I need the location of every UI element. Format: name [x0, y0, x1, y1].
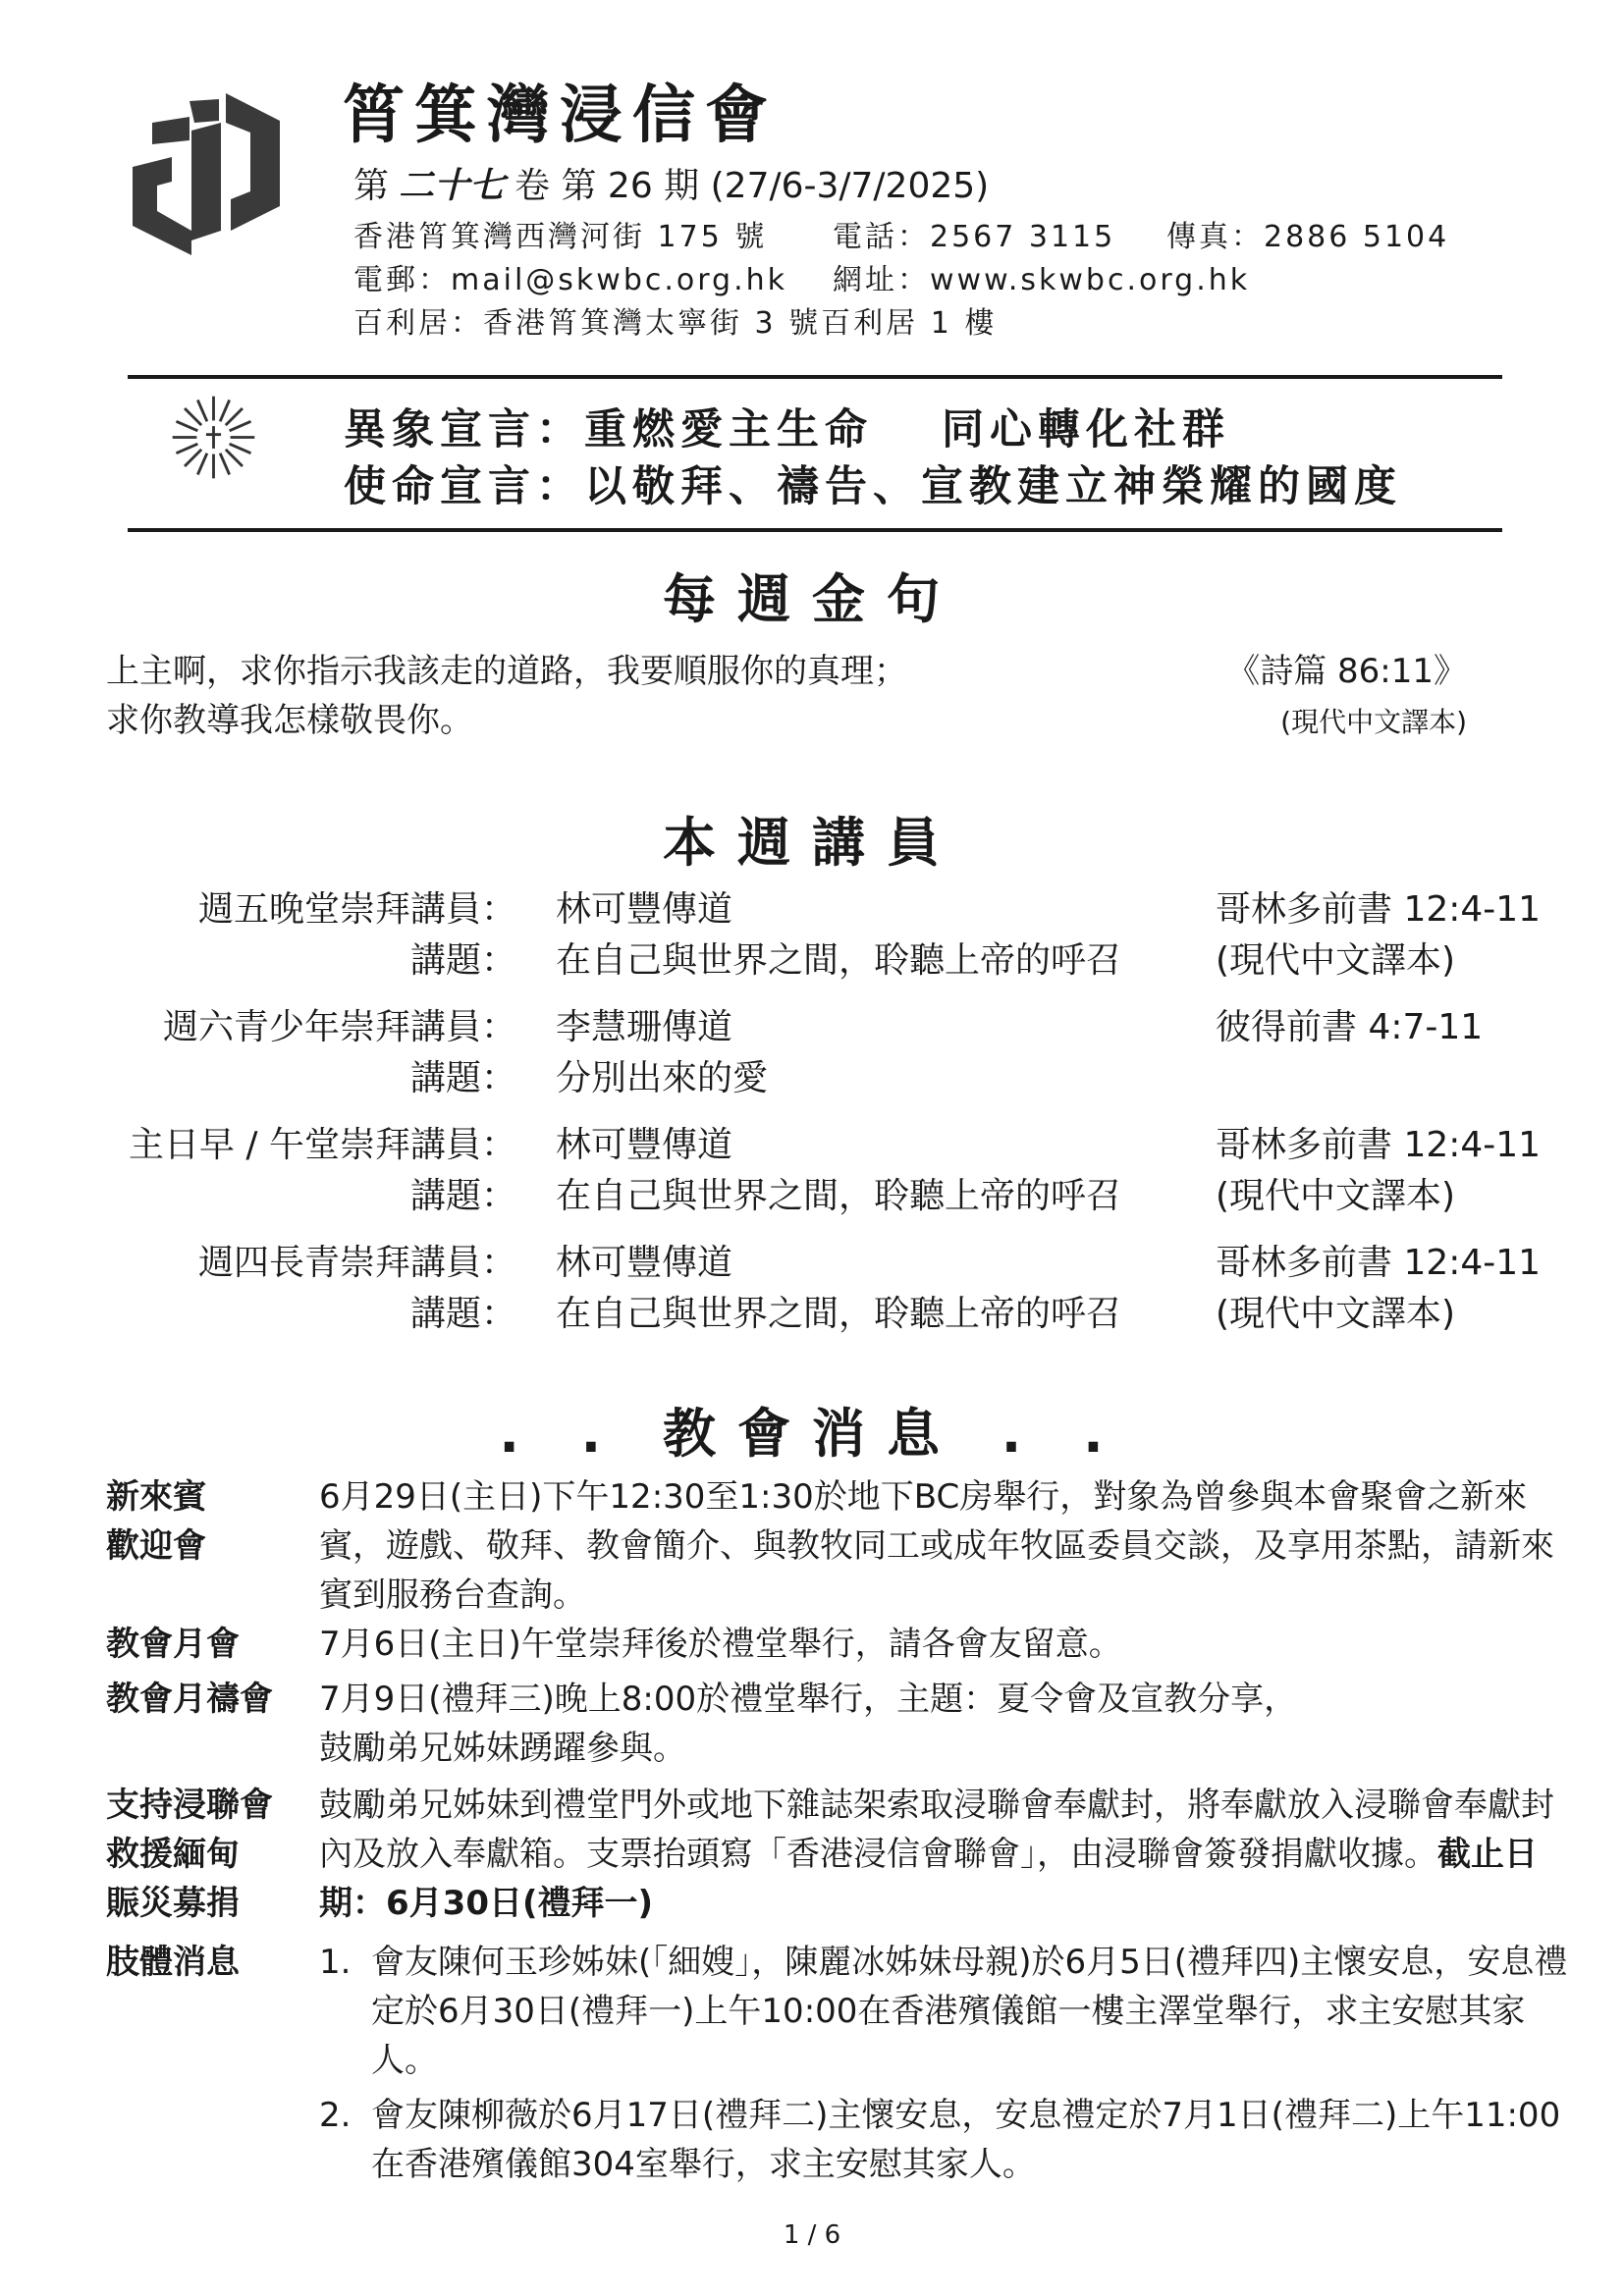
- news-text: 鼓勵弟兄姊妹到禮堂門外或地下雜誌架索取浸聯會奉獻封，將奉獻放入浸聯會奉獻封內及放入奉獻箱。支票抬頭寫「香港浸信會聯會」，由浸聯會簽發捐獻收據。截止日期：6月30日(禮拜一): [319, 1786, 1554, 1923]
- news-label: 賑災募捐: [106, 1884, 240, 1923]
- news-text: 6月29日(主日)下午12:30至1:30於地下BC房舉行，對象為曾參與本會聚會之新來賓，遊戲、敬拜、教會簡介、與教牧同工或成年牧區委員交談，及享用茶點，請新來賓到服務台查詢。: [319, 1477, 1554, 1615]
- scripture-version: (現代中文譯本): [1216, 1294, 1456, 1334]
- divider-top: [128, 375, 1502, 379]
- scripture-version: (現代中文譯本): [1216, 940, 1456, 981]
- verse-reference: 《詩篇 86:11》: [1226, 652, 1467, 691]
- news-label: 教會月禱會: [106, 1680, 273, 1719]
- news-label: 歡迎會: [106, 1526, 206, 1566]
- speakers-title: 本週講員: [663, 812, 961, 874]
- church-website: 網址：www.skwbc.org.hk: [833, 263, 1251, 297]
- speaker-name: 林可豐傳道: [556, 1243, 733, 1283]
- speaker-scripture: 哥林多前書 12:4-11: [1216, 1243, 1542, 1283]
- list-item: 會友陳何玉珍姊妹(「細嫂」，陳麗冰姊妹母親)於6月5日(禮拜四)主懷安息，安息禮定於6月30日(禮拜一)上午10:00在香港殯儀館一樓主澤堂舉行，求主安慰其家人。: [371, 1943, 1568, 2080]
- church-address: 香港筲箕灣西灣河街 175 號: [353, 220, 768, 254]
- vision-statement: 異象宣言：重燃愛主生命 同心轉化社群: [344, 405, 1230, 454]
- church-news-title: . . 教會消息 . .: [499, 1403, 1125, 1465]
- speaker-label: 週六青少年崇拜講員：: [162, 1007, 516, 1047]
- news-label: 肢體消息: [106, 1943, 240, 1982]
- scripture-version: (現代中文譯本): [1216, 1176, 1456, 1216]
- news-label: 教會月會: [106, 1625, 240, 1664]
- speaker-scripture: 哥林多前書 12:4-11: [1216, 1125, 1542, 1165]
- speaker-topic: 分別出來的愛: [556, 1058, 769, 1098]
- sunburst-emblem-icon: [167, 391, 260, 484]
- topic-label: 講題：: [409, 1294, 516, 1334]
- speaker-topic: 在自己與世界之間，聆聽上帝的呼召: [556, 1176, 1122, 1216]
- news-text: 7月9日(禮拜三)晚上8:00於禮堂舉行，主題：夏令會及宣教分享，: [319, 1680, 1298, 1719]
- donation-deadline: 截止日期：6月30日(禮拜一): [319, 1835, 1538, 1923]
- list-item-number: 1.: [319, 1943, 352, 1982]
- church-logo: [133, 83, 290, 255]
- church-fax: 傳真：2886 5104: [1166, 220, 1450, 254]
- mission-statement: 使命宣言：以敬拜、禱告、宣教建立神榮耀的國度: [344, 462, 1402, 511]
- news-text: 7月6日(主日)午堂崇拜後於禮堂舉行，請各會友留意。: [319, 1625, 1122, 1664]
- speaker-scripture: 彼得前書 4:7-11: [1216, 1007, 1484, 1047]
- church-name: 筲箕灣浸信會: [342, 80, 778, 152]
- church-email: 電郵：mail@skwbc.org.hk: [353, 263, 788, 297]
- speaker-label: 主日早 / 午堂崇拜講員：: [128, 1125, 516, 1165]
- speaker-topic: 在自己與世界之間，聆聽上帝的呼召: [556, 940, 1122, 981]
- list-item-number: 2.: [319, 2096, 352, 2135]
- news-label: 支持浸聯會: [106, 1786, 273, 1825]
- news-label: 新來賓: [106, 1477, 206, 1517]
- speaker-name: 林可豐傳道: [556, 889, 733, 930]
- verse-line-2: 求你教導我怎樣敬畏你。: [106, 701, 473, 740]
- speaker-name: 林可豐傳道: [556, 1125, 733, 1165]
- branch-address: 百利居：香港筲箕灣太寧街 3 號百利居 1 樓: [353, 306, 998, 341]
- topic-label: 講題：: [409, 1058, 516, 1098]
- news-text: 鼓勵弟兄姊妹踴躍參與。: [319, 1729, 686, 1768]
- page-number: 1 / 6: [783, 2220, 841, 2250]
- topic-label: 講題：: [409, 1176, 516, 1216]
- church-phone: 電話：2567 3115: [833, 220, 1116, 254]
- speaker-label: 週四長青崇拜講員：: [197, 1243, 516, 1283]
- issue-volume: 第 二十七 卷 第 26 期 (27/6-3/7/2025): [353, 166, 990, 206]
- speaker-scripture: 哥林多前書 12:4-11: [1216, 889, 1542, 930]
- list-item: 會友陳柳薇於6月17日(禮拜二)主懷安息，安息禮定於7月1日(禮拜二)上午11:00在香港殯儀館304室舉行，求主安慰其家人。: [371, 2096, 1561, 2184]
- speaker-label: 週五晚堂崇拜講員：: [197, 889, 516, 930]
- speaker-topic: 在自己與世界之間，聆聽上帝的呼召: [556, 1294, 1122, 1334]
- speaker-name: 李慧珊傳道: [556, 1007, 733, 1047]
- divider-bottom: [128, 528, 1502, 532]
- topic-label: 講題：: [409, 940, 516, 981]
- verse-line-1: 上主啊，求你指示我該走的道路，我要順服你的真理；: [106, 652, 907, 691]
- weekly-verse-title: 每週金句: [663, 568, 961, 630]
- verse-version: (現代中文譯本): [1280, 706, 1467, 738]
- news-label: 救援緬甸: [106, 1835, 240, 1874]
